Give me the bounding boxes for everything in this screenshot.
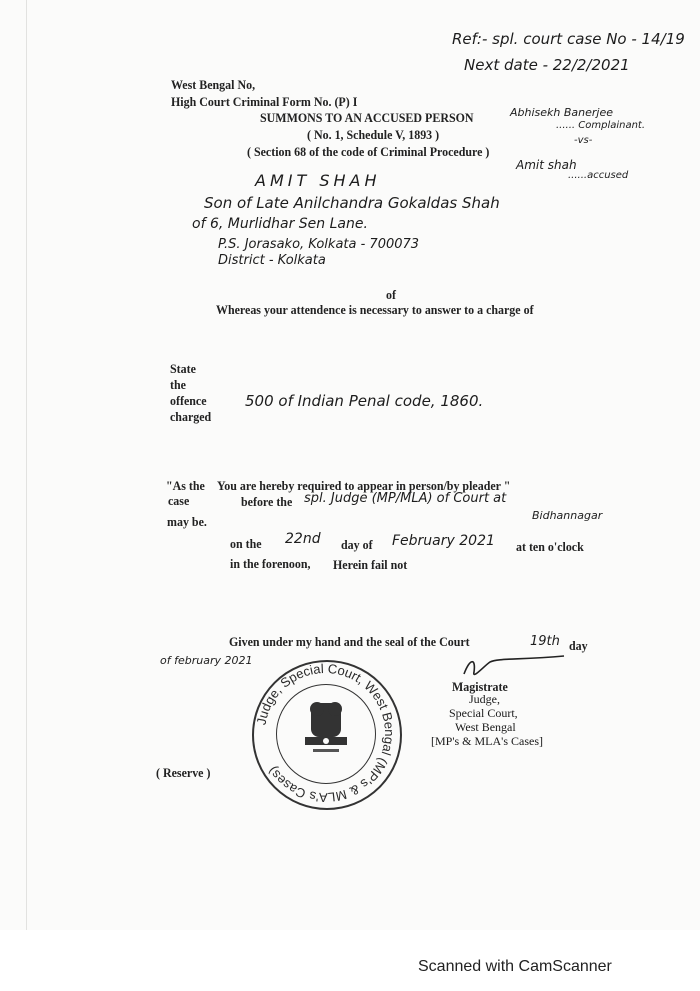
hearing-month: February 2021 <box>392 533 495 549</box>
given-line: Given under my hand and the seal of the Court <box>229 634 470 649</box>
state-label-1: State <box>170 361 196 376</box>
ref-number: Ref:- spl. court case No - 14/19 <box>452 30 685 48</box>
on-the: on the <box>230 536 262 551</box>
document-title: SUMMONS TO AN ACCUSED PERSON <box>260 110 474 125</box>
reserve-label: ( Reserve ) <box>156 765 211 780</box>
appear-line: You are hereby required to appear in person/by pleader " <box>217 478 511 493</box>
addressee-name: AMIT SHAH <box>255 171 381 190</box>
complainant-name: Abhisekh Banerjee <box>510 106 614 119</box>
judge-line-1: Judge, <box>469 692 500 706</box>
of-line: of <box>386 287 396 302</box>
court-name: spl. Judge (MP/MLA) of Court at <box>304 491 507 506</box>
court-seal <box>252 660 402 810</box>
as-the: "As the <box>166 478 205 493</box>
court-location: Bidhannagar <box>532 509 603 522</box>
judge-line-3: West Bengal <box>455 720 516 734</box>
ten-oclock: at ten o'clock <box>516 539 584 554</box>
hearing-day: 22nd <box>285 531 321 547</box>
page-edge <box>26 0 27 930</box>
magistrate-label: Magistrate <box>452 679 508 694</box>
issue-day: 19th <box>530 634 560 649</box>
whereas-line: Whereas your attendence is necessary to answer to a charge of <box>216 302 534 317</box>
day-of: day of <box>341 537 373 552</box>
versus: -vs- <box>574 135 593 146</box>
form-number: High Court Criminal Form No. (P) I <box>171 94 358 109</box>
seal-inner-circle <box>276 684 376 784</box>
complainant-label: ...... Complainant. <box>556 120 646 131</box>
accused-short: Amit shah <box>516 158 577 172</box>
may-be: may be. <box>167 514 207 529</box>
addressee-line3: P.S. Jorasako, Kolkata - 700073 <box>218 237 420 252</box>
offence-charged: 500 of Indian Penal code, 1860. <box>245 392 484 410</box>
forenoon: in the forenoon, <box>230 556 311 571</box>
accused-label: ......accused <box>568 170 629 181</box>
addressee-line2: of 6, Murlidhar Sen Lane. <box>192 216 368 232</box>
judge-line-4: [MP's & MLA's Cases] <box>431 734 543 748</box>
case-label: case <box>168 493 190 508</box>
svg-text:Judge, Special Court, West Ben: Judge, Special Court, West Bengal (MP's & MLA's Cases) <box>253 660 398 806</box>
section-line: ( Section 68 of the code of Criminal Procedure ) <box>247 144 490 159</box>
addressee-line4: District - Kolkata <box>218 253 326 268</box>
addressee-line1: Son of Late Anilchandra Gokaldas Shah <box>204 194 500 212</box>
judge-line-2: Special Court, <box>449 706 518 720</box>
state-line: West Bengal No, <box>171 77 256 92</box>
issue-month: of february 2021 <box>160 654 253 667</box>
before-the: before the <box>241 494 293 509</box>
schedule-line: ( No. 1, Schedule V, 1893 ) <box>307 127 440 142</box>
emblem-icon <box>277 685 375 783</box>
state-label-3: offence <box>170 393 207 408</box>
signature <box>458 652 570 682</box>
next-date: Next date - 22/2/2021 <box>464 56 630 74</box>
state-label-4: charged <box>170 409 212 424</box>
herein-fail-not: Herein fail not <box>333 557 408 572</box>
scanner-watermark: Scanned with CamScanner <box>418 958 612 975</box>
state-label-2: the <box>170 377 186 392</box>
day-label: day <box>569 638 588 653</box>
